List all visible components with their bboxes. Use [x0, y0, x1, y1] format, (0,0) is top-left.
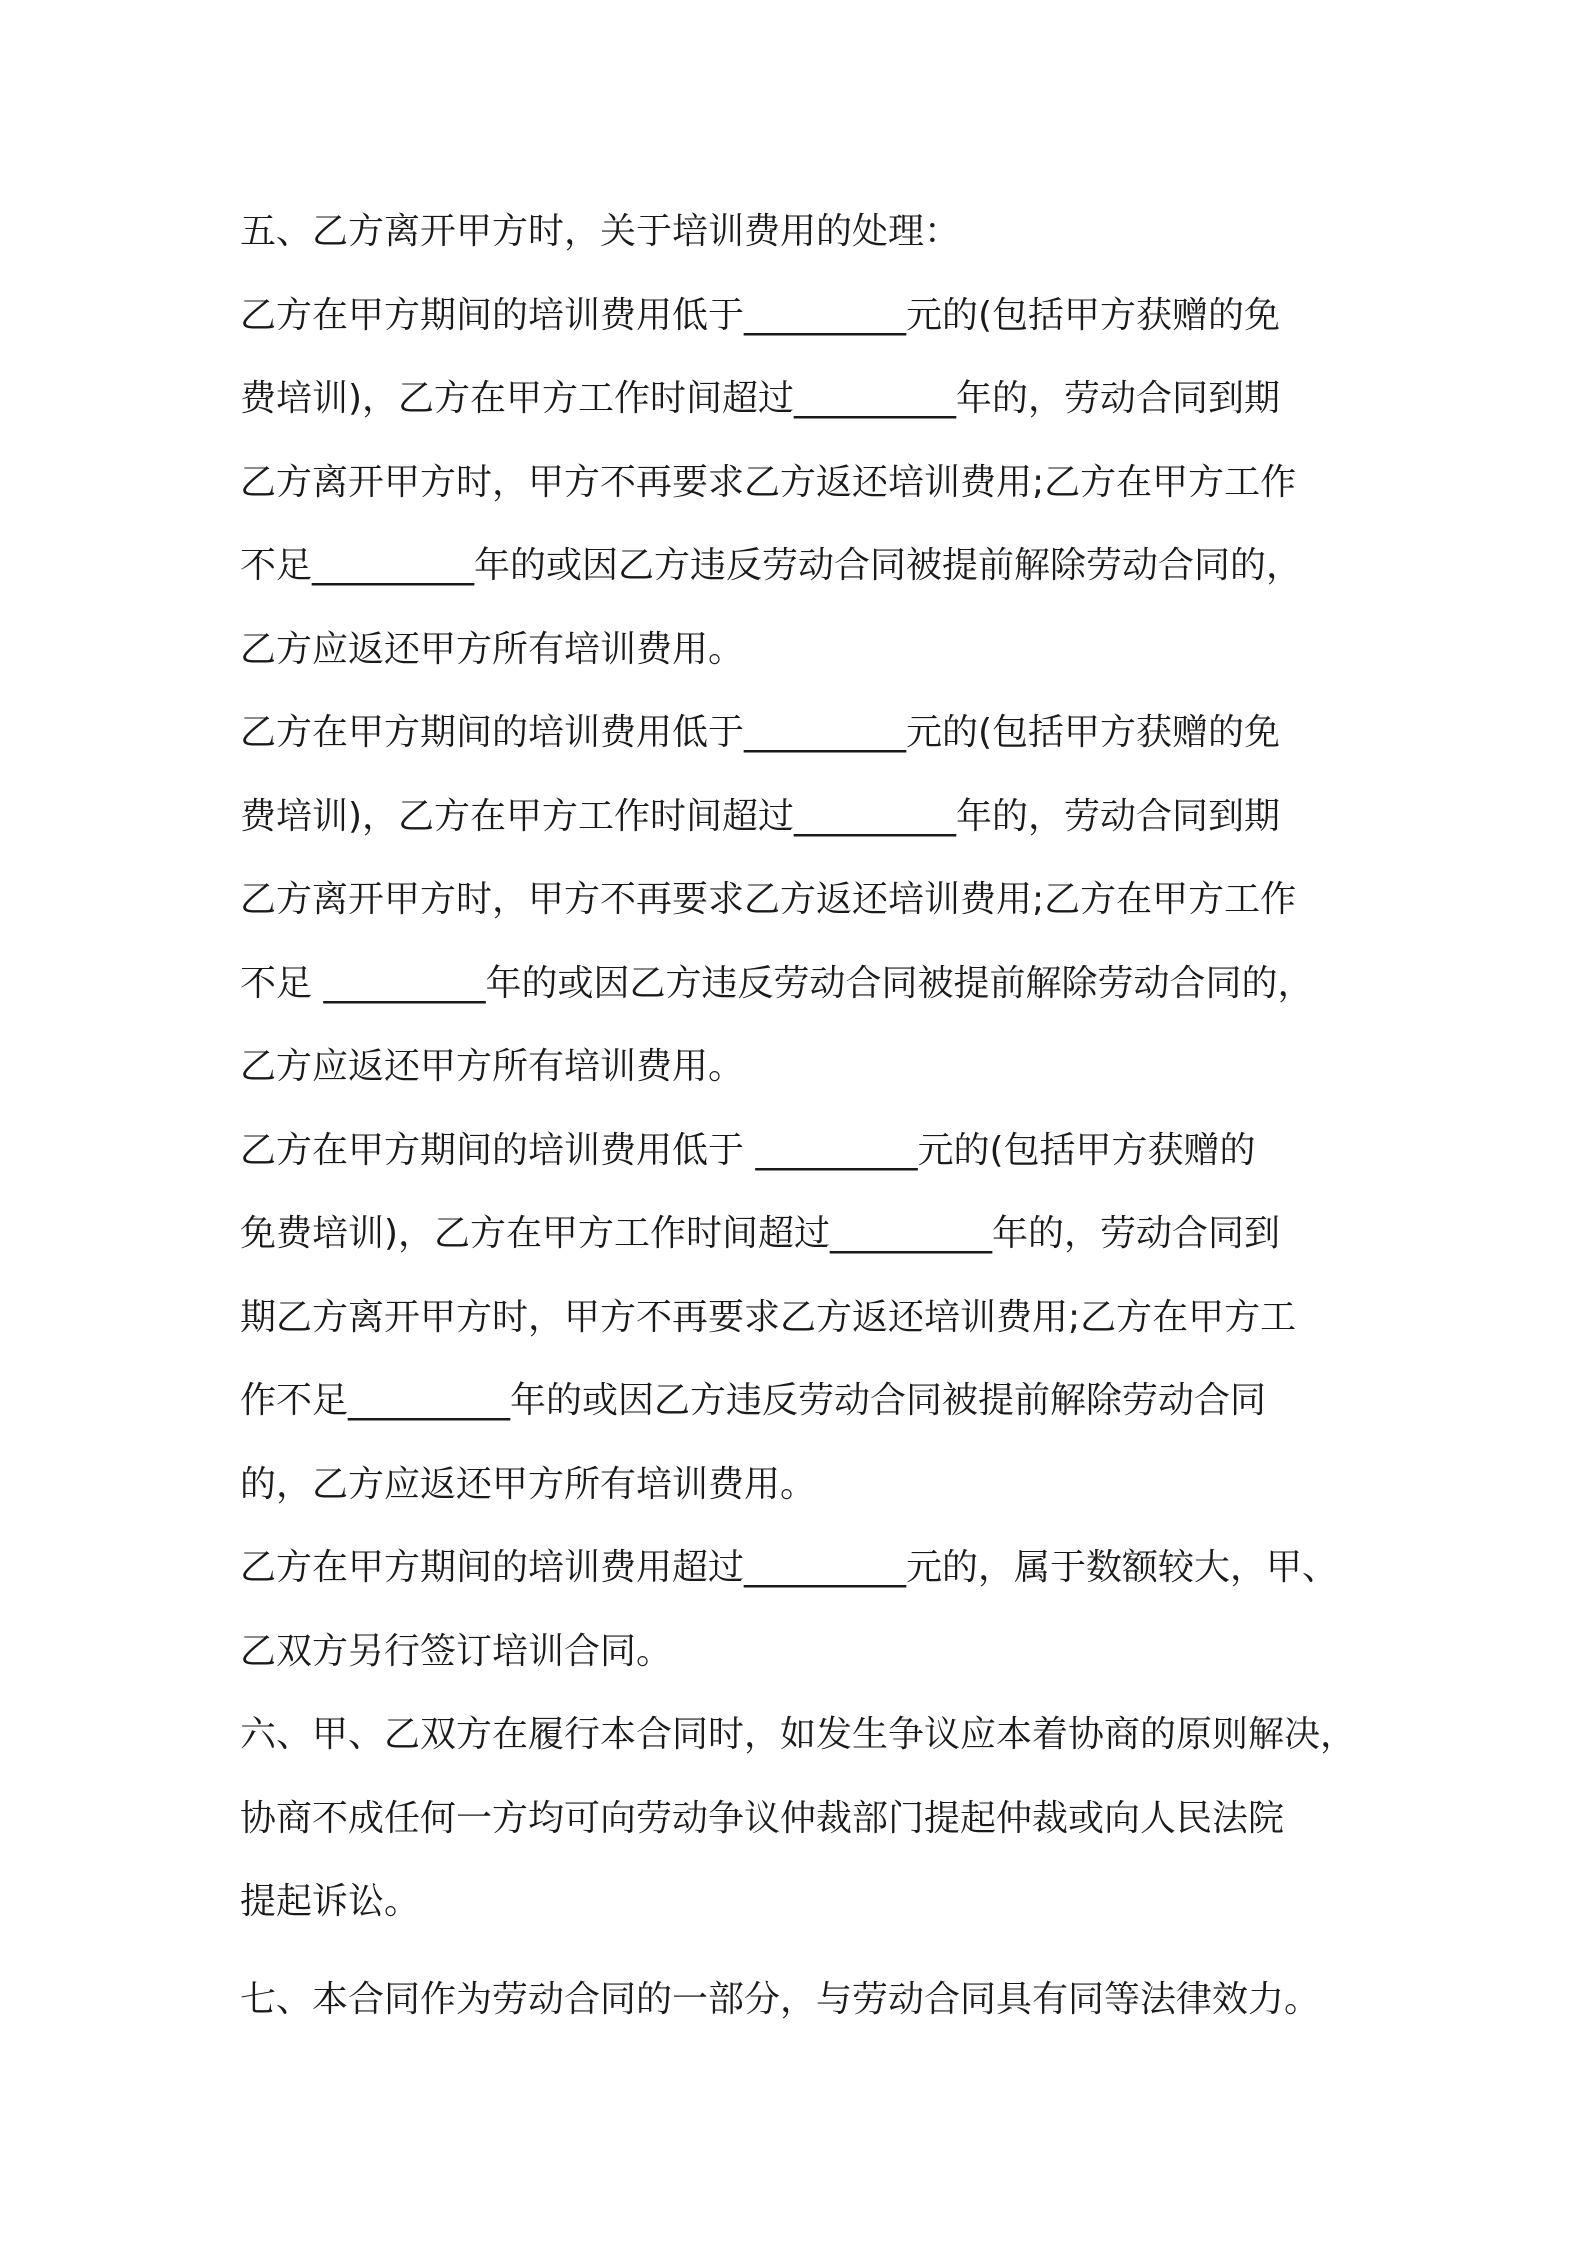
section-seven-line: 七、本合同作为劳动合同的一部分，与劳动合同具有同等法律效力。 [240, 1978, 1321, 2020]
section-five-heading: 五、乙方离开甲方时，关于培训费用的处理： [240, 211, 961, 252]
paragraph-line: 乙方在甲方期间的培训费用低于_________元的(包括甲方获赠的免 [240, 712, 1281, 753]
document-body [240, 190, 1370, 2041]
paragraph-line: 乙方在甲方期间的培训费用低于 _________元的(包括甲方获赠的 [240, 1129, 1256, 1171]
paragraph-line: 乙方离开甲方时，甲方不再要求乙方返还培训费用;乙方在甲方工作 [240, 879, 1297, 920]
paragraph-line: 免费培训)，乙方在甲方工作时间超过_________年的，劳动合同到 [240, 1213, 1281, 1254]
section-six-line: 提起诉讼。 [240, 1881, 421, 1922]
paragraph-line: 乙方应返还甲方所有培训费用。 [240, 628, 745, 670]
paragraph-line: 期乙方离开甲方时，甲方不再要求乙方返还培训费用;乙方在甲方工 [240, 1296, 1297, 1338]
paragraph-line: 作不足_________年的或因乙方违反劳动合同被提前解除劳动合同 [240, 1380, 1267, 1421]
paragraph-line: 乙方离开甲方时，甲方不再要求乙方返还培训费用;乙方在甲方工作 [240, 461, 1297, 503]
section-six-line: 协商不成任何一方均可向劳动争议仲裁部门提起仲裁或向人民法院 [240, 1797, 1285, 1839]
paragraph-line: 乙方应返还甲方所有培训费用。 [240, 1046, 745, 1087]
paragraph-line: 费培训)，乙方在甲方工作时间超过_________年的，劳动合同到期 [240, 378, 1281, 419]
paragraph-line: 乙双方另行签订培训合同。 [240, 1630, 673, 1672]
paragraph-line: 不足_________年的或因乙方违反劳动合同被提前解除劳动合同的， [240, 545, 1303, 586]
paragraph-line: 的，乙方应返还甲方所有培训费用。 [240, 1463, 817, 1505]
paragraph-line: 不足 _________年的或因乙方违反劳动合同被提前解除劳动合同的， [240, 962, 1314, 1004]
paragraph-line: 乙方在甲方期间的培训费用低于_________元的(包括甲方获赠的免 [240, 294, 1281, 336]
paragraph-line: 乙方在甲方期间的培训费用超过_________元的，属于数额较大，甲、 [240, 1547, 1339, 1588]
section-six-line: 六、甲、乙双方在履行本合同时，如发生争议应本着协商的原则解决， [240, 1714, 1357, 1755]
paragraph-line: 费培训)，乙方在甲方工作时间超过_________年的，劳动合同到期 [240, 795, 1281, 837]
